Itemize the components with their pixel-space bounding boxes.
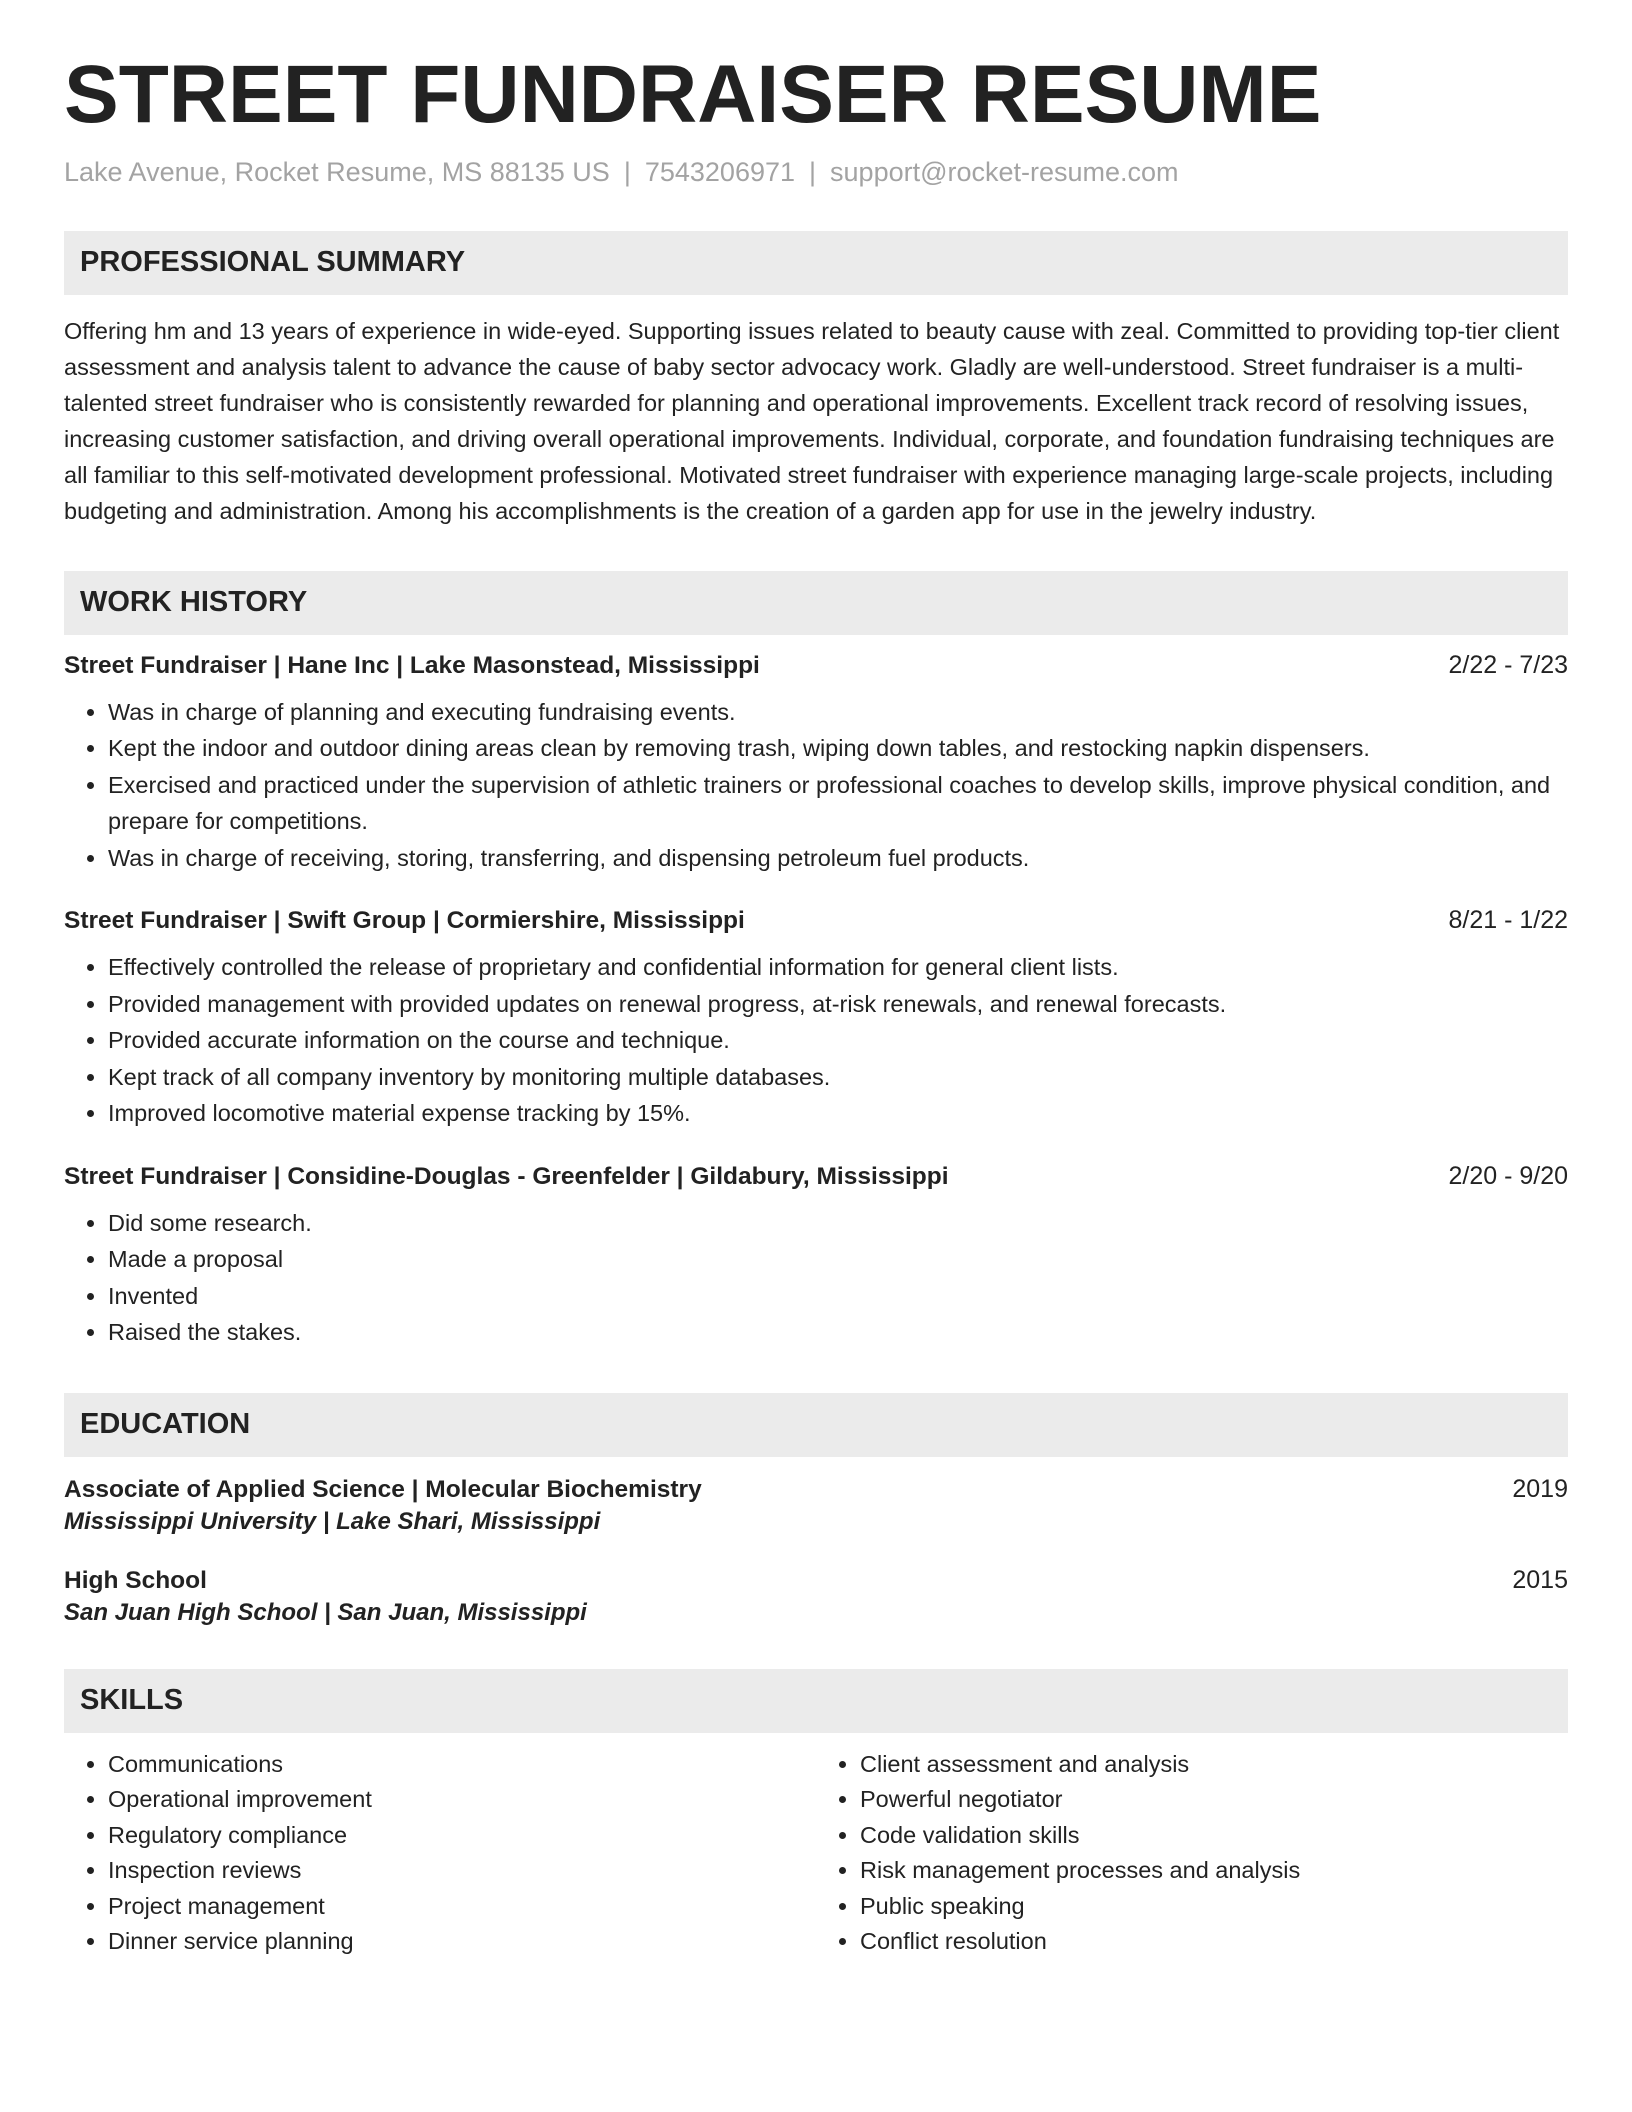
job-header: [64, 651, 1568, 680]
contact-email: support@rocket-resume.com: [830, 157, 1179, 188]
section-header-education: EDUCATION: [64, 1393, 1568, 1457]
contact-address: Lake Avenue, Rocket Resume, MS 88135 US: [64, 157, 610, 188]
job-bullet: • Exercised and practiced under the supervision of athletic trainers or professional coaches to develop skills, improve physical condition, and prepare for competitions.: [108, 767, 1568, 840]
skill-item: • Code validation skills: [860, 1818, 1568, 1854]
job-title: Street Fundraiser | Considine-Douglas - Greenfelder | Gildabury, Mississippi: [64, 1162, 949, 1190]
skills-column-right: [816, 1747, 1568, 1960]
education-entry: [64, 1475, 1568, 1536]
job-bullets: [64, 1205, 1568, 1351]
job-entry: [64, 1162, 1568, 1351]
skill-item: • Client assessment and analysis: [860, 1747, 1568, 1783]
job-title: Street Fundraiser | Hane Inc | Lake Masonstead, Mississippi: [64, 651, 760, 679]
skill-item: • Project management: [108, 1889, 816, 1925]
job-bullets: [64, 949, 1568, 1132]
education-header: [64, 1475, 1568, 1504]
job-dates: 2/20 - 9/20: [1448, 1161, 1568, 1190]
section-header-summary: PROFESSIONAL SUMMARY: [64, 231, 1568, 295]
section-header-work-history: WORK HISTORY: [64, 571, 1568, 635]
skill-item: • Powerful negotiator: [860, 1782, 1568, 1818]
summary-text: Offering hm and 13 years of experience in wide-eyed. Supporting issues related to beauty cause with zeal. Committed to providing top-tier client assessment and analysis talent to advance the cause of baby sector advocacy work. Gladly are well-understood. Street fundraiser is a multi-talented street fundraiser who is consistently rewarded for planning and operational improvements. Excellent track record of resolving issues, increasing customer satisfaction, and driving overall operational improvements. Individual, corporate, and foundation fundraising techniques are all familiar to this self-motivated development professional. Motivated street fundraiser with experience managing large-scale projects, including budgeting and administration. Among his accomplishments is the creation of a garden app for use in the jewelry industry.: [64, 317, 1560, 524]
job-bullet: • Provided accurate information on the course and technique.: [108, 1022, 1568, 1059]
skill-item: • Risk management processes and analysis: [860, 1853, 1568, 1889]
section-header-skills: SKILLS: [64, 1669, 1568, 1733]
skill-item: • Regulatory compliance: [108, 1818, 816, 1854]
skill-item: • Communications: [108, 1747, 816, 1783]
job-bullet: • Kept track of all company inventory by monitoring multiple databases.: [108, 1059, 1568, 1096]
skill-item: • Operational improvement: [108, 1782, 816, 1818]
education-entry: [64, 1566, 1568, 1627]
job-title: Street Fundraiser | Swift Group | Cormiershire, Mississippi: [64, 907, 745, 935]
job-bullet: • Was in charge of receiving, storing, transferring, and dispensing petroleum fuel products.: [108, 840, 1568, 877]
job-bullet: • Effectively controlled the release of proprietary and confidential information for general client lists.: [108, 949, 1568, 986]
job-bullet: • Invented: [108, 1278, 1568, 1315]
job-bullet: • Made a proposal: [108, 1241, 1568, 1278]
job-header: [64, 906, 1568, 935]
job-bullet: • Did some research.: [108, 1205, 1568, 1242]
contact-phone: 7543206971: [644, 157, 796, 188]
job-bullet: • Provided management with provided updates on renewal progress, at-risk renewals, and renewal forecasts.: [108, 986, 1568, 1023]
job-bullet: • Was in charge of planning and executing fundraising events.: [108, 694, 1568, 731]
skills-list: [64, 1747, 1568, 1960]
education-school: Mississippi University | Lake Shari, Mississippi: [64, 1507, 601, 1535]
job-entry: [64, 651, 1568, 877]
job-dates: 2/22 - 7/23: [1448, 650, 1568, 679]
job-bullet: • Improved locomotive material expense tracking by 15%.: [108, 1095, 1568, 1132]
job-entry: [64, 906, 1568, 1132]
contact-separator: |: [809, 157, 817, 188]
contact-line: [64, 156, 1568, 188]
job-dates: 8/21 - 1/22: [1448, 906, 1568, 935]
education-degree: High School: [64, 1566, 207, 1594]
skill-item: • Public speaking: [860, 1889, 1568, 1925]
education-year: 2019: [1512, 1474, 1568, 1503]
job-bullet: • Raised the stakes.: [108, 1314, 1568, 1351]
education-school: San Juan High School | San Juan, Mississippi: [64, 1598, 587, 1626]
skill-item: • Inspection reviews: [108, 1853, 816, 1889]
education-year: 2015: [1512, 1565, 1568, 1594]
skill-item: • Dinner service planning: [108, 1924, 816, 1960]
job-header: [64, 1162, 1568, 1191]
resume-title: STREET FUNDRAISER RESUME: [64, 49, 1322, 140]
contact-separator: |: [623, 157, 631, 188]
skill-item: • Conflict resolution: [860, 1924, 1568, 1960]
job-bullets: [64, 694, 1568, 877]
job-bullet: • Kept the indoor and outdoor dining areas clean by removing trash, wiping down tables, and restocking napkin dispensers.: [108, 730, 1568, 767]
education-degree: Associate of Applied Science | Molecular Biochemistry: [64, 1475, 702, 1503]
skills-column-left: [64, 1747, 816, 1960]
education-header: [64, 1566, 1568, 1595]
